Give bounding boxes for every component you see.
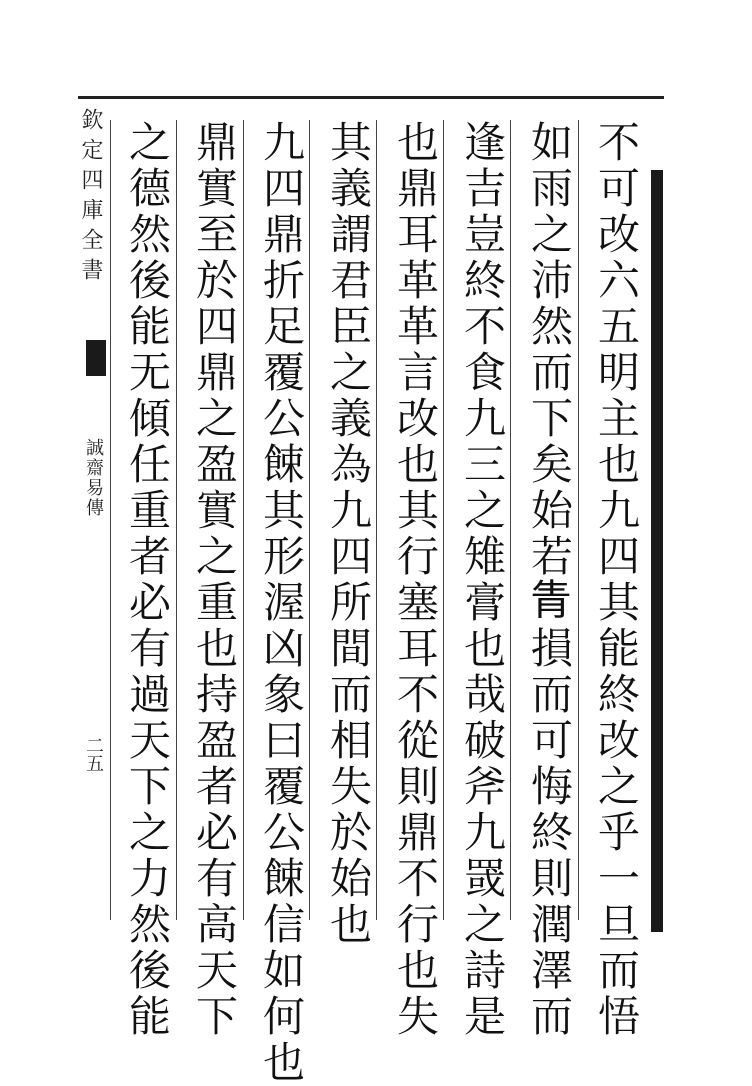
text-column-5: 其義謂君臣之義為九四所間而相失於始也 — [324, 120, 373, 948]
text-column-6: 九四鼎折足覆公餗其形渥凶象曰覆公餗信如何也 — [257, 120, 306, 1086]
text-column-1: 不可改六五明主也九四其能終改之乎一旦而悟 — [592, 120, 641, 1040]
text-column-8: 之德然後能无傾任重者必有過天下之力然後能 — [123, 120, 172, 1040]
spine-bar — [651, 170, 663, 932]
margin-folio: 二五 — [83, 736, 104, 772]
text-column-3: 逢吉豈終不食九三之雉膏也哉破斧九罭之詩是 — [458, 120, 507, 1040]
page-margin — [78, 108, 106, 928]
text-column-7: 鼎實至於四鼎之盈實之重也持盈者必有高天下 — [190, 120, 239, 1040]
text-column-2: 如雨之沛然而下矣始若𤯝損而可悔終則潤澤而 — [525, 120, 574, 1040]
text-column-4: 也鼎耳革革言改也其行塞耳不從則鼎不行也失 — [391, 120, 440, 1040]
margin-black-block — [86, 340, 106, 376]
column-rule — [110, 120, 111, 920]
margin-book-title: 誠齋易傳 — [83, 438, 104, 518]
margin-title: 欽定四庫全書 — [78, 108, 103, 288]
